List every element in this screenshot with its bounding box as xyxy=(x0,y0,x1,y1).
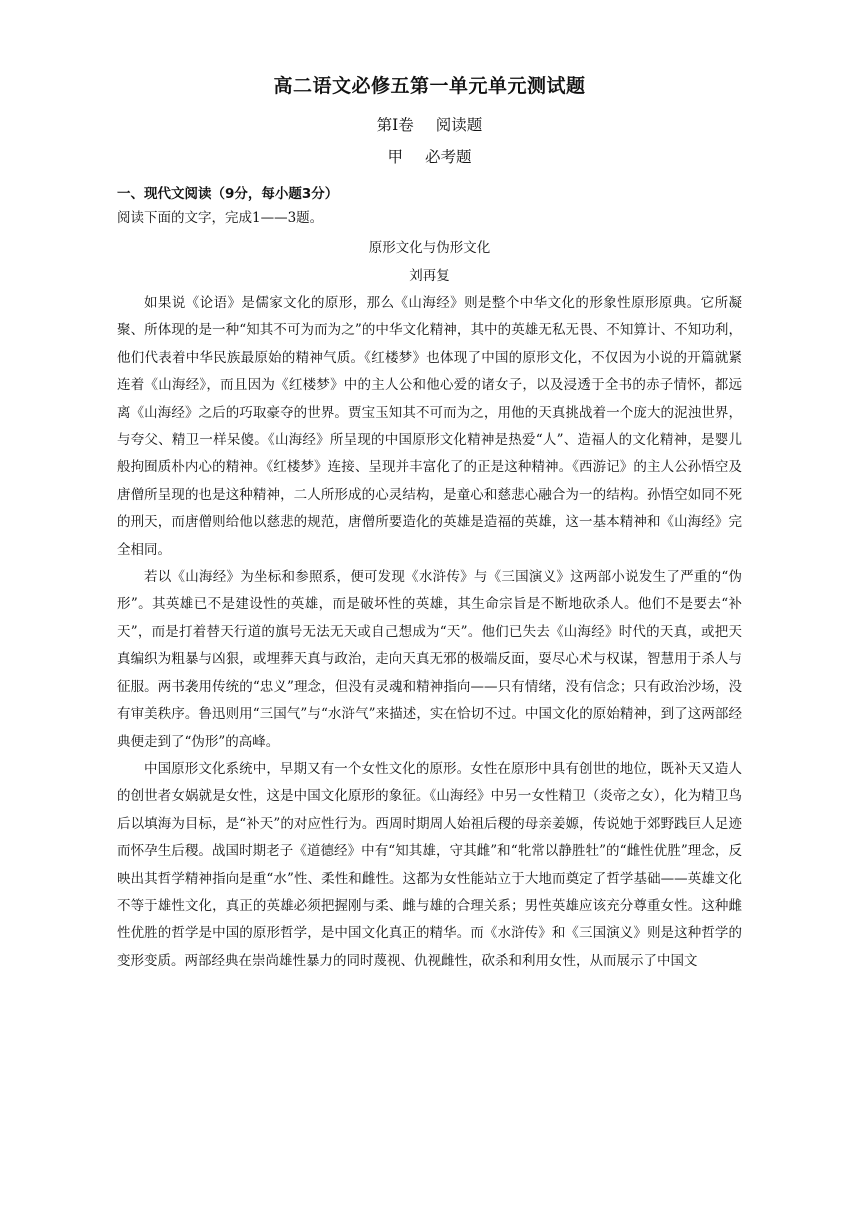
article-author: 刘再复 xyxy=(409,268,450,284)
article-title: 原形文化与伪形文化 xyxy=(368,240,491,256)
exam-page xyxy=(117,72,742,975)
part-label: 甲 xyxy=(387,148,403,166)
volume-name: 阅读题 xyxy=(435,116,483,134)
part-heading xyxy=(117,144,742,170)
section-instruction: 阅读下面的文字，完成1——3题。 xyxy=(117,210,324,226)
volume-heading xyxy=(117,112,742,138)
article-paragraph-2: 若以《山海经》为坐标和参照系，便可发现《水浒传》与《三国演义》这两部小说发生了严重的“伪形”。其英雄已不是建设性的英雄，而是破坏性的英雄，其生命宗旨是不断地砍杀人。他们不是要去“补天”，而是打着替天行道的旗号无法无天或自己想成为“天”。他们已失去《山海经》时代的天真，或把天真编织为粗暴与凶狠，或埋葬天真与政治，走向天真无邪的极端反面，耍尽心术与权谋，智慧用于杀人与征服。两书袭用传统的“忠义”理念，但没有灵魂和精神指向——只有情绪，没有信念；只有政治沙场，没有审美秩序。鲁迅则用“三国气”与“水浒气”来描述，实在恰切不过。中国文化的原始精神，到了这两部经典便走到了“伪形”的高峰。 xyxy=(117,569,742,750)
article-paragraph-1: 如果说《论语》是儒家文化的原形，那么《山海经》则是整个中华文化的形象性原形原典。它所凝聚、所体现的是一种“知其不可为而为之”的中华文化精神，其中的英雄无私无畏、不知算计、不知功利，他们代表着中华民族最原始的精神气质。《红楼梦》也体现了中国的原形文化，不仅因为小说的开篇就紧连着《山海经》，而且因为《红楼梦》中的主人公和他心爱的诸女子，以及浸透于全书的赤子情怀，都远离《山海经》之后的巧取豪夺的世界。贾宝玉知其不可而为之，用他的天真挑战着一个庞大的泥浊世界，与夸父、精卫一样呆傻。《山海经》所呈现的中国原形文化精神是热爱“人”、造福人的文化精神，是婴儿般拘囿质朴内心的精神。《红楼梦》连接、呈现并丰富化了的正是这种精神。《西游记》的主人公孙悟空及唐僧所呈现的也是这种精神，二人所形成的心灵结构，是童心和慈悲心融合为一的结构。孙悟空如同不死的刑天，而唐僧则给他以慈悲的规范，唐僧所要造化的英雄是造福的英雄，这一基本精神和《山海经》完全相同。 xyxy=(117,295,742,558)
section-heading: 一、现代文阅读（9分，每小题3分） xyxy=(117,186,339,202)
part-name: 必考题 xyxy=(425,148,472,166)
article-paragraph-3: 中国原形文化系统中，早期又有一个女性文化的原形。女性在原形中具有创世的地位，既补天又造人的创世者女娲就是女性，这是中国文化原形的象征。《山海经》中另一女性精卫（炎帝之女），化为精卫鸟后以填海为目标，是“补天”的对应性行为。西周时期周人始祖后稷的母亲姜嫄，传说她于郊野践巨人足迹而怀孕生后稷。战国时期老子《道德经》中有“知其雄，守其雌”和“牝常以静胜牡”的“雌性优胜”理念，反映出其哲学精神指向是重“水”性、柔性和雌性。这都为女性能站立于大地而奠定了哲学基础——英雄文化不等于雄性文化，真正的英雄必须把握刚与柔、雌与雄的合理关系；男性英雄应该充分尊重女性。这种雌性优胜的哲学是中国的原形哲学，是中国文化真正的精华。而《水浒传》和《三国演义》则是这种哲学的变形变质。两部经典在崇尚雄性暴力的同时蔑视、仇视雌性，砍杀和利用女性，从而展示了中国文 xyxy=(117,760,742,969)
volume-number: 第Ⅰ卷 xyxy=(376,116,414,134)
exam-title: 高二语文必修五第一单元单元测试题 xyxy=(273,75,586,97)
